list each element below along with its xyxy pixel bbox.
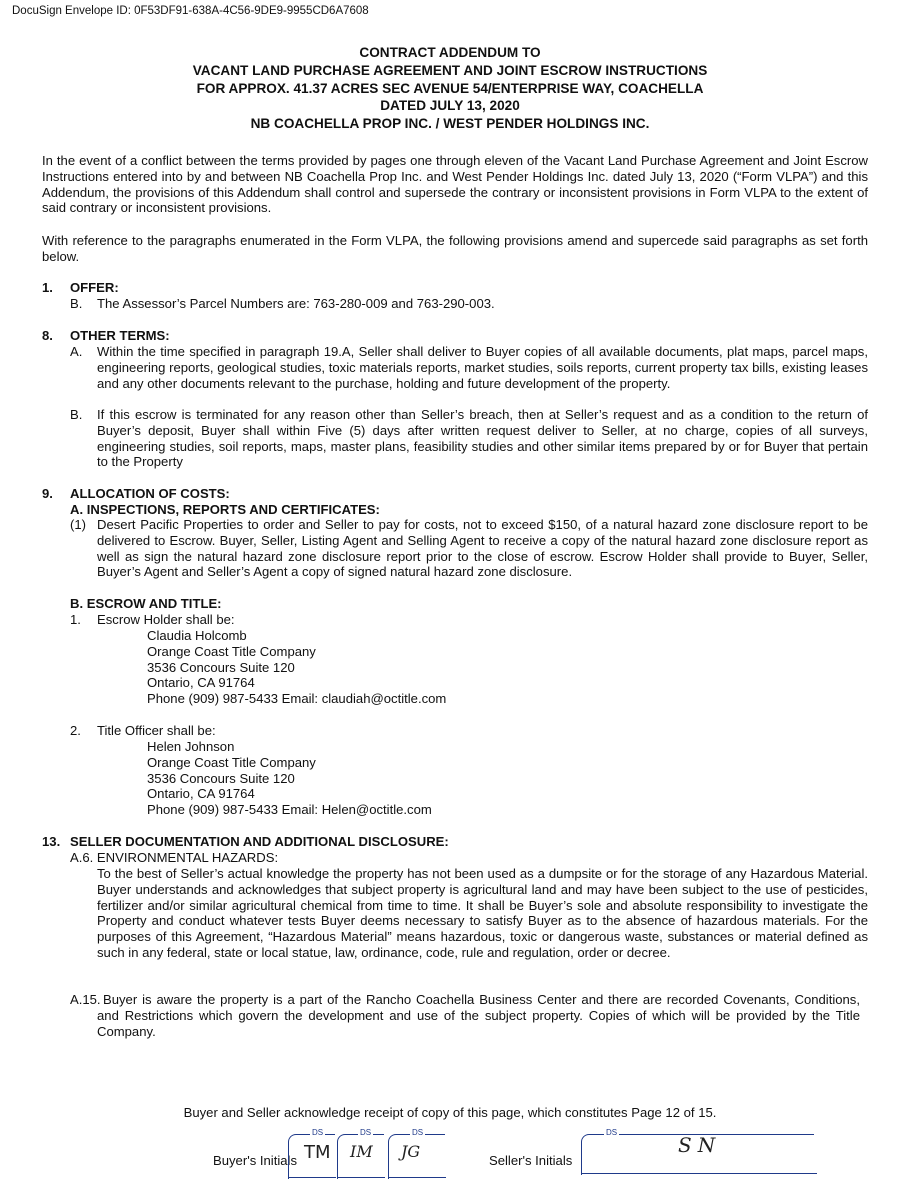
- section-title: SELLER DOCUMENTATION AND ADDITIONAL DISCLOSURE:: [70, 834, 449, 849]
- section-title: OFFER:: [70, 280, 119, 295]
- title-line-3: FOR APPROX. 41.37 ACRES SEC AVENUE 54/ENTERPRISE WAY, COACHELLA: [196, 80, 704, 96]
- initials-underline: [337, 1177, 385, 1178]
- seller-initial: SN: [678, 1133, 722, 1157]
- initials-underline: [388, 1177, 446, 1178]
- environmental-hazards-heading: A.6. ENVIRONMENTAL HAZARDS:: [70, 850, 279, 865]
- address-line: Helen Johnson: [147, 739, 235, 754]
- address-line: 3536 Concours Suite 120: [147, 659, 295, 675]
- item-text: Desert Pacific Properties to order and Seller to pay for costs, not to exceed $150, of a natural hazard zone disclosure report to be delivered to Escrow. Buyer, Seller, Listing Agent and Selling Agent to receive a copy of the natural hazard zone disclosure report as well as sign the natural hazard zone disclosure report prior to the close of escrow. Escrow Holder shall provide to Buyer, Seller, Buyer’s Agent and Seller’s Agent a copy of signed natural hazard zone disclosure.: [97, 517, 868, 580]
- section-title: ALLOCATION OF COSTS:: [70, 486, 230, 501]
- address-line: Orange Coast Title Company: [147, 643, 316, 659]
- address-line: Claudia Holcomb: [147, 628, 247, 643]
- initials-underline: [581, 1173, 817, 1174]
- item-text: The Assessor’s Parcel Numbers are: 763-280-009 and 763-290-003.: [97, 296, 495, 311]
- section-13-item-a15: [70, 992, 860, 1039]
- item-label: A.: [70, 344, 83, 359]
- ds-tag: DS: [312, 1128, 324, 1137]
- section-9-heading: [42, 486, 230, 502]
- section-title: OTHER TERMS:: [70, 328, 170, 343]
- section-8-heading: [42, 328, 170, 344]
- title-line-1: CONTRACT ADDENDUM TO: [359, 45, 541, 60]
- section-number: 9.: [42, 486, 53, 501]
- title-officer-label: 2.: [70, 723, 81, 738]
- section-13-heading: [42, 834, 449, 850]
- address-line: Phone (909) 987-5433 Email: claudiah@octitle.com: [147, 691, 447, 707]
- item-text: If this escrow is terminated for any reason other than Seller’s breach, then at Seller’s request and as a condition to the return of Buyer’s deposit, Buyer shall within Five (5) days after written request deliver to Seller, at no charge, copies of all surveys, engineering studies, soil reports, maps, master plans, feasibility studies and other similar items prepared by or for Buyer that pertain to the Property: [97, 407, 868, 470]
- initials-underline: [288, 1177, 336, 1178]
- title-line-4: DATED JULY 13, 2020: [380, 98, 520, 114]
- title-officer-text: Title Officer shall be:: [97, 723, 216, 738]
- item-label: (1): [70, 517, 87, 532]
- subsection-b-heading: B. ESCROW AND TITLE:: [70, 596, 222, 611]
- section-8-item-b: [70, 407, 868, 470]
- reference-paragraph: With reference to the paragraphs enumerated in the Form VLPA, the following provisions amend and supercede said paragraphs as set forth below.: [42, 233, 868, 264]
- ds-tag: DS: [606, 1128, 618, 1137]
- page-acknowledgement: Buyer and Seller acknowledge receipt of copy of this page, which constitutes Page 12 of 15.: [183, 1105, 717, 1120]
- docusign-envelope-id: DocuSign Envelope ID: 0F53DF91-638A-4C56-9DE9-9955CD6A7608: [12, 5, 369, 17]
- title-line-2: VACANT LAND PURCHASE AGREEMENT AND JOINT ESCROW INSTRUCTIONS: [192, 62, 708, 78]
- buyer-initial-3: JG: [401, 1142, 421, 1161]
- buyer-initials-label: Buyer's Initials: [213, 1153, 298, 1168]
- section-number: 13.: [42, 834, 61, 849]
- document-title: [0, 44, 900, 133]
- a15-text: Buyer is aware the property is a part of the Rancho Coachella Business Center and there are recorded Covenants, Conditions, and Restrictions which govern the development and use of the subject property. Copies of which will be provided by the Title Company.: [97, 992, 860, 1039]
- environmental-hazards-text: To the best of Seller’s actual knowledge the property has not been used as a dumpsite or for the storage of any Hazardous Material. Buyer understands and acknowledges that subject property is agricultural land and may have been subject to the use of pesticides, fertilizer and/or similar agricultural chemical from time to time. It shall be Buyer’s sole and absolute responsibility to investigate the Property and conduct whatever tests Buyer deems necessary to satisfy Buyer as to the absence of hazardous materials. For the purposes of this Agreement, “Hazardous Material” means hazardous, toxic or dangerous waste, substances or material defined as such in any federal, state or local statue, law, ordinance, code, rule and regulation, order or decree.: [97, 866, 868, 960]
- seller-initials-label: Seller's Initials: [489, 1153, 573, 1168]
- buyer-initial-1: TM: [304, 1142, 331, 1163]
- section-1-item-b: [70, 296, 868, 312]
- title-officer-address: [147, 739, 432, 818]
- item-text: [97, 992, 860, 1039]
- title-line-5: NB COACHELLA PROP INC. / WEST PENDER HOLDINGS INC.: [250, 116, 650, 132]
- intro-paragraph: In the event of a conflict between the terms provided by pages one through eleven of the Vacant Land Purchase Agreement and Joint Escrow Instructions entered into by and between NB Coachella Prop Inc. and West Pender Holdings Inc. dated July 13, 2020 (“Form VLPA”) and this Addendum, the provisions of this Addendum shall control and supersede the contrary or inconsistent provisions in Form VLPA to the extent of said contrary or inconsistent provisions.: [42, 153, 868, 216]
- subsection-a-heading: A. INSPECTIONS, REPORTS AND CERTIFICATES:: [70, 502, 380, 517]
- address-line: Ontario, CA 91764: [147, 786, 255, 802]
- address-line: Orange Coast Title Company: [147, 754, 316, 770]
- item-text: Within the time specified in paragraph 19.A, Seller shall deliver to Buyer copies of all available documents, plat maps, parcel maps, engineering reports, geological studies, toxic materials reports, market studies, soils reports, current property tax bills, existing leases and any other documents relevant to the purchase, holding and future development of the property.: [97, 344, 868, 391]
- address-line: 3536 Concours Suite 120: [147, 770, 295, 786]
- item-label: B.: [70, 407, 83, 422]
- item-label: A.15.: [70, 992, 101, 1007]
- escrow-holder-text: Escrow Holder shall be:: [97, 612, 235, 627]
- escrow-holder-address: [147, 628, 446, 707]
- address-line: Ontario, CA 91764: [147, 675, 255, 691]
- item-label: B.: [70, 296, 83, 311]
- section-9-item-a1: [70, 517, 868, 580]
- ds-tag: DS: [360, 1128, 372, 1137]
- section-number: 8.: [42, 328, 53, 343]
- escrow-holder-label: 1.: [70, 612, 81, 627]
- ds-tag: DS: [412, 1128, 424, 1137]
- address-line: Phone (909) 987-5433 Email: Helen@octitle.com: [147, 802, 432, 818]
- section-number: 1.: [42, 280, 53, 295]
- section-1-heading: [42, 280, 119, 296]
- buyer-initial-2: IM: [350, 1142, 373, 1161]
- section-8-item-a: [70, 344, 868, 391]
